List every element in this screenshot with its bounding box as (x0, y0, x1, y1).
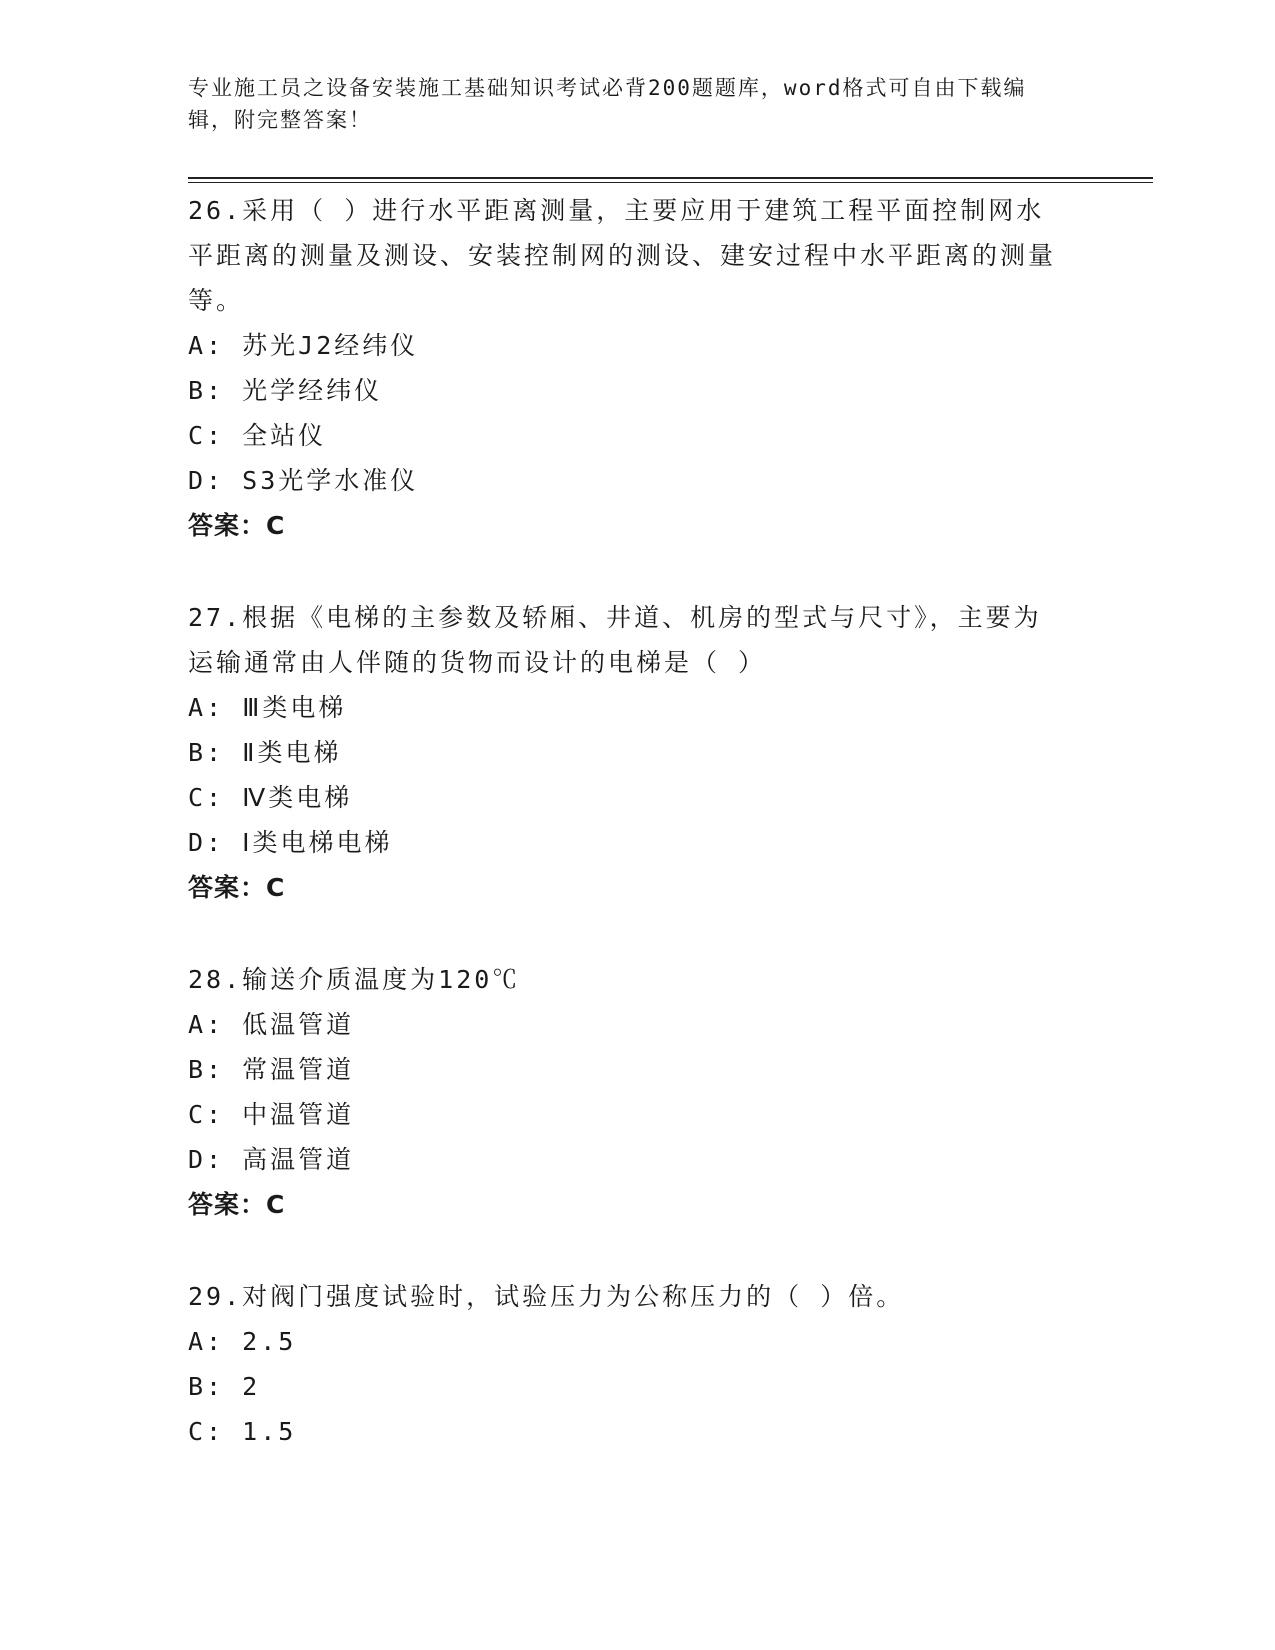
question-text: 26.采用（ ）进行水平距离测量，主要应用于建筑工程平面控制网水平距离的测量及测设、安装控制网的测设、建安过程中水平距离的测量等。 (188, 196, 1057, 315)
question-27 (188, 595, 1088, 910)
option-b: B: 2 (188, 1372, 261, 1401)
document-header: 专业施工员之设备安装施工基础知识考试必背200题题库，word格式可自由下载编辑，附完整答案！ (188, 76, 1027, 132)
question-26 (188, 188, 1088, 548)
answer: 答案：C (188, 873, 286, 902)
question-28 (188, 957, 1088, 1227)
option-d: D: Ⅰ类电梯电梯 (188, 828, 393, 857)
question-text: 28.输送介质温度为120℃ (188, 965, 521, 994)
option-c: C: 中温管道 (188, 1100, 355, 1129)
option-b: B: 常温管道 (188, 1055, 355, 1084)
option-a: A: 苏光J2经纬仪 (188, 331, 419, 360)
question-spacer (188, 548, 1088, 595)
question-29 (188, 1274, 1088, 1454)
answer: 答案：C (188, 1190, 286, 1219)
option-c: C: 1.5 (188, 1417, 297, 1446)
question-text: 29.对阀门强度试验时，试验压力为公称压力的（ ）倍。 (188, 1282, 905, 1311)
option-d: D: S3光学水准仪 (188, 466, 419, 495)
question-list (188, 188, 1088, 1454)
header-divider-thin (188, 182, 1153, 183)
option-b: B: 光学经纬仪 (188, 376, 383, 405)
option-a: A: 低温管道 (188, 1010, 355, 1039)
question-spacer (188, 910, 1088, 957)
option-c: C: Ⅳ类电梯 (188, 783, 353, 812)
question-text: 27.根据《电梯的主参数及轿厢、井道、机房的型式与尺寸》，主要为运输通常由人伴随的货物而设计的电梯是（ ） (188, 603, 1042, 677)
option-d: D: 高温管道 (188, 1145, 355, 1174)
answer: 答案：C (188, 511, 286, 540)
option-c: C: 全站仪 (188, 421, 327, 450)
option-a: A: 2.5 (188, 1327, 297, 1356)
option-a: A: Ⅲ类电梯 (188, 693, 347, 722)
question-spacer (188, 1227, 1088, 1274)
option-b: B: Ⅱ类电梯 (188, 738, 342, 767)
header-divider-thick (188, 177, 1153, 179)
